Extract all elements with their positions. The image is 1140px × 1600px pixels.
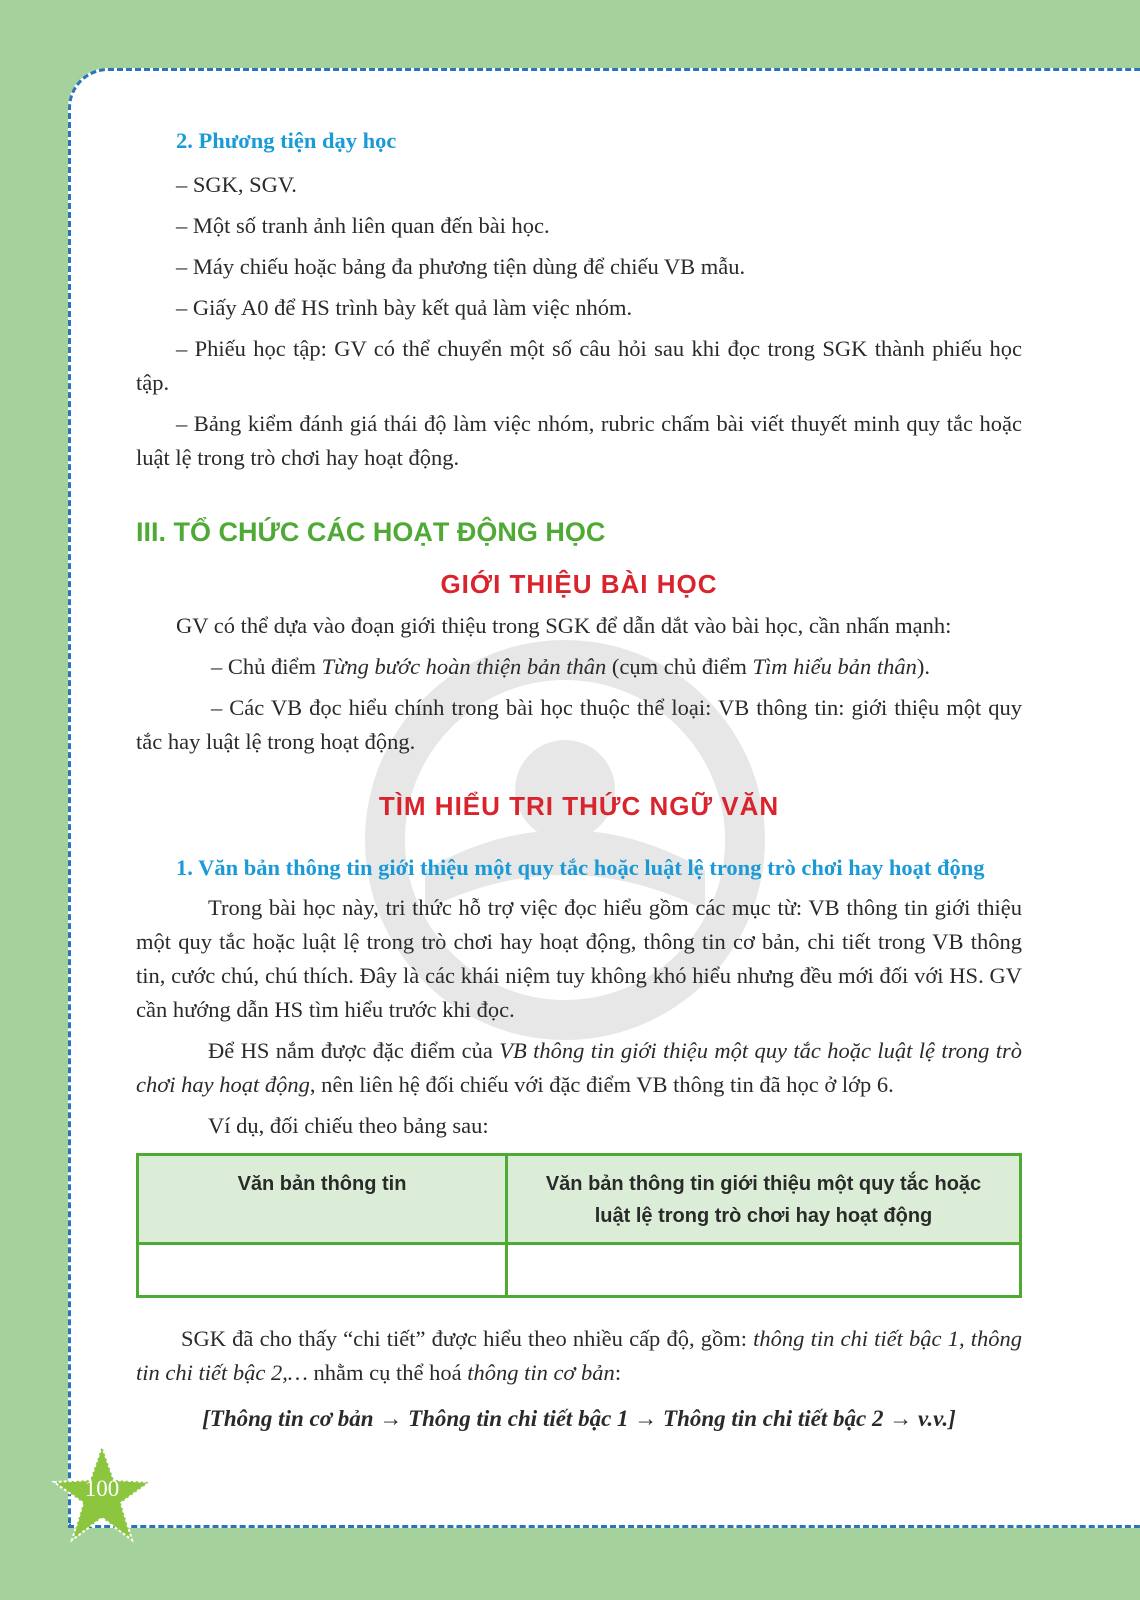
page-number: 100 <box>84 1476 120 1501</box>
table-cell <box>507 1244 1021 1297</box>
intro-lead: GV có thể dựa vào đoạn giới thiệu trong SGK để dẫn dắt vào bài học, cần nhấn mạnh: <box>176 613 952 638</box>
section-heading-teaching-aids: 2. Phương tiện dạy học <box>176 128 397 153</box>
list-item: – Một số tranh ảnh liên quan đến bài học. <box>176 213 550 238</box>
info-hierarchy-formula: [Thông tin cơ bản → Thông tin chi tiết bậc 1 → Thông tin chi tiết bậc 2 → v.v.] <box>202 1406 956 1431</box>
list-item: – SGK, SGV. <box>176 172 297 197</box>
comparison-table <box>136 1153 1022 1298</box>
table-header-col1: Văn bản thông tin <box>138 1155 507 1244</box>
list-item: – Giấy A0 để HS trình bày kết quả làm việc nhóm. <box>176 295 633 320</box>
table-header-col2: Văn bản thông tin giới thiệu một quy tắc hoặc luật lệ trong trò chơi hay hoạt động <box>507 1155 1021 1244</box>
knowledge-paragraph-2: Để HS nắm được đặc điểm của VB thông tin giới thiệu một quy tắc hoặc luật lệ trong trò chơi hay hoạt động, nên liên hệ đối chiếu với đặc điểm VB thông tin đã học ở lớp 6. <box>136 1038 1022 1097</box>
table-row <box>138 1244 1021 1297</box>
knowledge-paragraph-1: Trong bài học này, tri thức hỗ trợ việc đọc hiểu gồm các mục từ: VB thông tin giới thiệu một quy tắc hoặc luật lệ trong trò chơi hay hoạt động, thông tin cơ bản, chi tiết trong VB thông tin, cước chú, chú thích. Đây là các khái niệm tuy không khó hiểu nhưng đều mới đối với HS. GV cần hướng dẫn HS tìm hiểu trước khi đọc. <box>136 895 1022 1022</box>
intro-bullet-1: – Chủ điểm Từng bước hoàn thiện bản thân (cụm chủ điểm Tìm hiểu bản thân). <box>211 654 931 679</box>
page-content <box>136 118 1022 1459</box>
section-heading-activities: III. TỔ CHỨC CÁC HOẠT ĐỘNG HỌC <box>136 517 606 547</box>
knowledge-subheading: 1. Văn bản thông tin giới thiệu một quy tắc hoặc luật lệ trong trò chơi hay hoạt động <box>176 855 985 880</box>
knowledge-title: TÌM HIỂU TRI THỨC NGỮ VĂN <box>378 791 780 821</box>
intro-title: GIỚI THIỆU BÀI HỌC <box>440 569 718 599</box>
list-item: – Phiếu học tập: GV có thể chuyển một số câu hỏi sau khi đọc trong SGK thành phiếu học tập. <box>136 336 1022 395</box>
table-cell <box>138 1244 507 1297</box>
knowledge-paragraph-3: Ví dụ, đối chiếu theo bảng sau: <box>208 1113 489 1138</box>
intro-bullet-2: – Các VB đọc hiểu chính trong bài học thuộc thể loại: VB thông tin: giới thiệu một quy tắc hay luật lệ trong hoạt động. <box>136 695 1022 754</box>
list-item: – Bảng kiểm đánh giá thái độ làm việc nhóm, rubric chấm bài viết thuyết minh quy tắc hoặc luật lệ trong trò chơi hay hoạt động. <box>136 411 1022 470</box>
list-item: – Máy chiếu hoặc bảng đa phương tiện dùng để chiếu VB mẫu. <box>176 254 746 279</box>
knowledge-paragraph-4: SGK đã cho thấy “chi tiết” được hiểu theo nhiều cấp độ, gồm: thông tin chi tiết bậc 1, thông tin chi tiết bậc 2,… nhằm cụ thể hoá thông tin cơ bản: <box>136 1326 1022 1385</box>
